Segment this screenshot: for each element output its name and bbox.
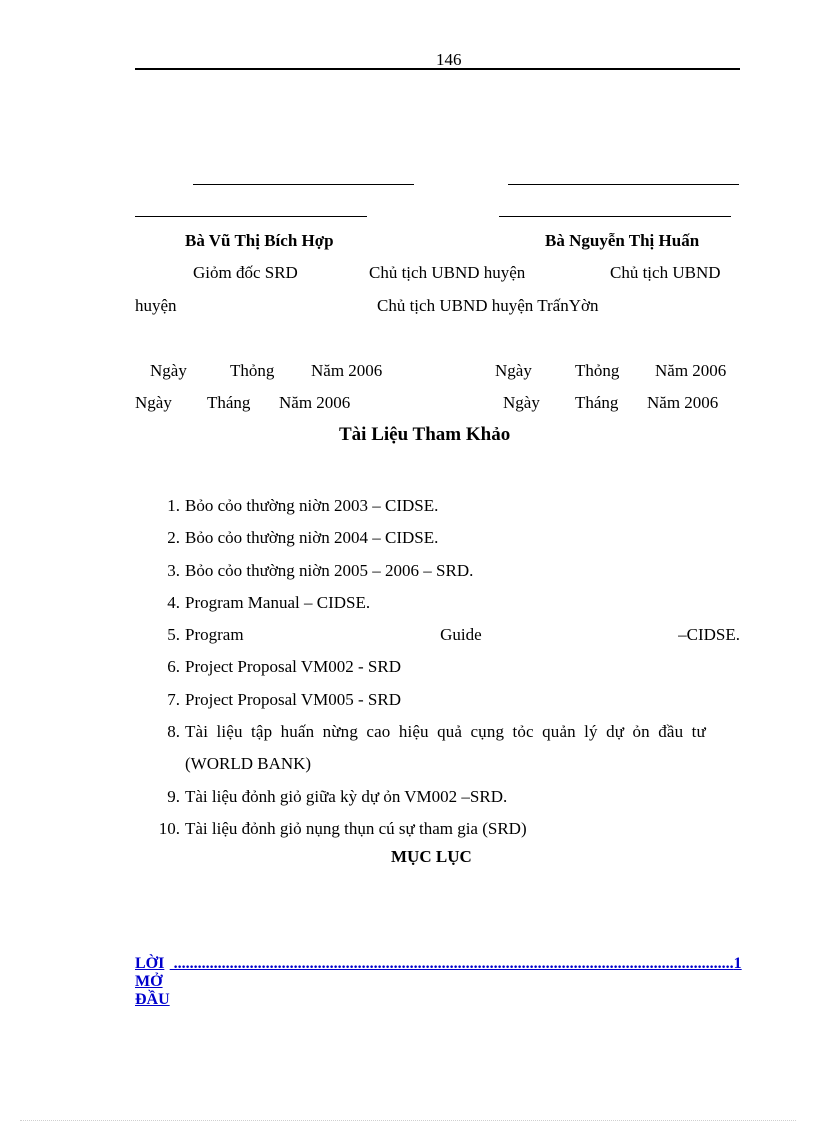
list-item <box>150 651 740 683</box>
date-day: Ngày <box>135 393 172 412</box>
signatory-title: Chủ tịch UBND huyện <box>369 263 526 282</box>
toc-dot-leader: ............................................................................................................................................ <box>169 955 734 972</box>
list-item-text: Project Proposal VM002 - SRD <box>185 657 401 677</box>
date-year: Năm 2006 <box>655 361 727 380</box>
signature-line <box>135 216 367 217</box>
date-day: Ngày <box>503 393 540 412</box>
signatory-left-name: Bà Vũ Thị Bích Hợp <box>185 231 334 250</box>
list-item <box>150 781 740 813</box>
list-item-text: Project Proposal VM005 - SRD <box>185 689 401 709</box>
signature-line <box>499 216 731 217</box>
list-item-text-part: Program <box>185 625 244 645</box>
list-item-number: 4. <box>167 592 180 612</box>
list-item-number: 10. <box>158 818 180 838</box>
references-list <box>150 490 740 845</box>
list-item-text: Tài liệu đỏnh giỏ nụng thụn cú sự tham gia (SRD) <box>185 818 527 838</box>
toc-heading: MỤC LỤC <box>391 847 472 866</box>
list-item-text-part: Guide <box>440 625 482 645</box>
date-month: Thỏng <box>230 361 275 380</box>
signatory-right-name: Bà Nguyễn Thị Huấn <box>545 231 700 250</box>
date-month: Thỏng <box>575 361 620 380</box>
list-item <box>150 813 740 845</box>
list-item-text: Bỏo cỏo thường niờn 2004 – CIDSE. <box>185 528 439 548</box>
signatory-title: Giỏm đốc SRD <box>193 263 298 282</box>
list-item-number: 2. <box>167 528 180 548</box>
references-heading: Tài Liệu Tham Khảo <box>339 424 511 445</box>
date-day: Ngày <box>150 361 187 380</box>
date-year: Năm 2006 <box>311 361 383 380</box>
page-bottom-border <box>20 1120 796 1121</box>
list-item <box>150 522 740 554</box>
date-year: Năm 2006 <box>279 393 351 412</box>
list-item-text-continued: (WORLD BANK) <box>185 754 312 774</box>
list-item-number: 5. <box>167 625 180 645</box>
list-item-number: 1. <box>167 496 180 515</box>
toc-entry-label[interactable]: LỜI MỞ ĐẦU <box>135 955 170 1008</box>
date-year: Năm 2006 <box>647 393 719 412</box>
header-rule <box>135 68 740 70</box>
list-item-number: 7. <box>167 689 180 709</box>
signature-line <box>508 184 739 185</box>
date-month: Tháng <box>207 393 251 412</box>
list-item <box>150 684 740 716</box>
page-number: 146 <box>436 50 462 69</box>
date-day: Ngày <box>495 361 532 380</box>
signatory-title: Chủ tịch UBND huyện TrấnYờn <box>377 296 599 315</box>
signature-line <box>193 184 414 185</box>
list-item-number: 9. <box>167 786 180 806</box>
toc-entry-page[interactable]: 1 <box>733 955 742 972</box>
list-item-text-part: –CIDSE. <box>678 625 740 645</box>
list-item <box>150 619 740 651</box>
list-item <box>150 490 740 522</box>
list-item-text: Bỏo cỏo thường niờn 2003 – CIDSE. <box>185 496 439 515</box>
list-item-number: 8. <box>167 722 180 742</box>
toc-entry-link[interactable] <box>135 955 742 1009</box>
signatory-title: Chủ tịch UBND <box>610 263 721 282</box>
list-item-text: Bỏo cỏo thường niờn 2005 – 2006 – SRD. <box>185 560 474 580</box>
list-item <box>150 555 740 587</box>
list-item-number: 6. <box>167 657 180 677</box>
list-item-text: Tài liệu tập huấn nừng cao hiệu quả cụng tỏc quản lý dự ỏn đầu tư <box>185 722 706 742</box>
list-item <box>150 587 740 619</box>
list-item <box>150 716 740 781</box>
list-item-text <box>185 619 740 651</box>
date-month: Tháng <box>575 393 619 412</box>
list-item-text: Program Manual – CIDSE. <box>185 592 371 612</box>
list-item-text: Tài liệu đỏnh giỏ giữa kỳ dự ỏn VM002 –SRD. <box>185 786 508 806</box>
list-item-number: 3. <box>167 560 180 580</box>
signatory-title: huyện <box>135 296 177 315</box>
